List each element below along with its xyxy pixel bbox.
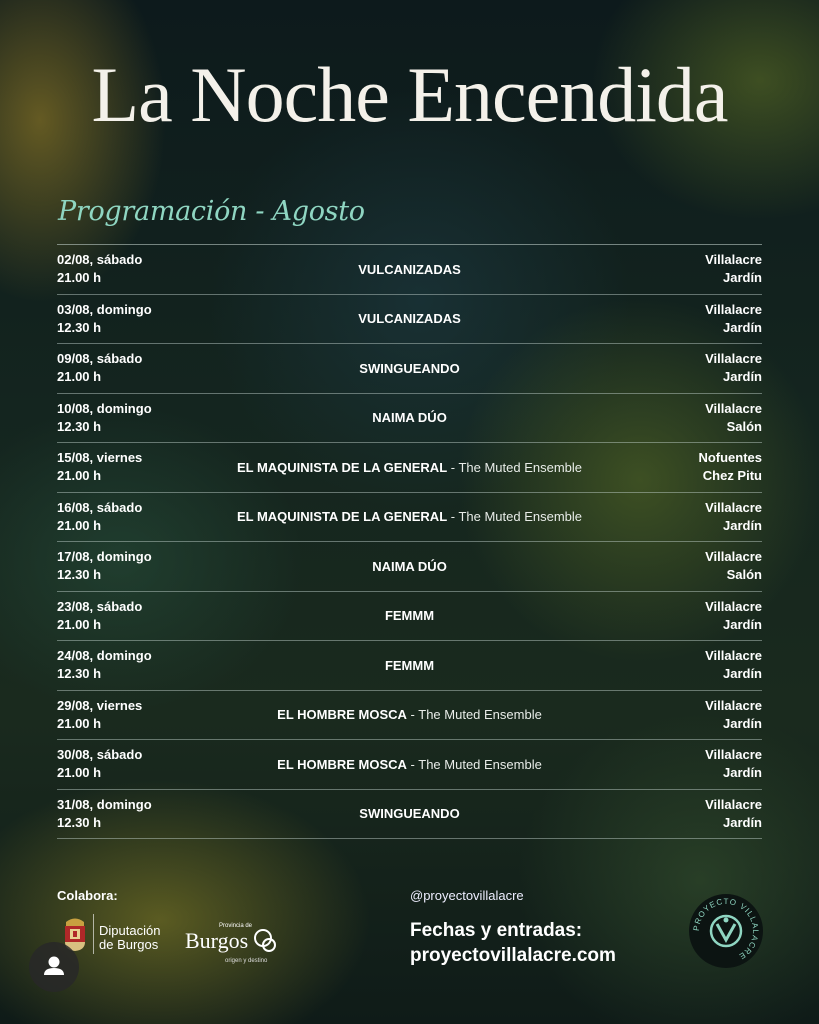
event-place: Villalacre Jardín — [705, 252, 762, 286]
event-date: 02/08, sábado 21.00 h — [57, 252, 143, 286]
event-date: 15/08, viernes 21.00 h — [57, 450, 143, 484]
event-row — [57, 691, 762, 741]
event-date: 23/08, sábado 21.00 h — [57, 598, 143, 632]
user-avatar[interactable] — [29, 942, 79, 992]
diputacion-logo: Diputación de Burgos — [99, 923, 161, 952]
event-row — [57, 542, 762, 592]
event-show: EL MAQUINISTA DE LA GENERAL - The Muted Ensemble — [236, 509, 583, 525]
event-show: FEMMM — [384, 657, 435, 673]
event-row — [57, 245, 762, 295]
event-place: Villalacre Jardín — [705, 796, 762, 830]
website-link[interactable]: proyectovillalacre.com — [410, 945, 616, 966]
event-show: EL HOMBRE MOSCA - The Muted Ensemble — [277, 756, 542, 772]
social-handle: @proyectovillalacre — [410, 888, 524, 903]
event-row — [57, 443, 762, 493]
event-row — [57, 295, 762, 345]
event-place: Villalacre Salón — [705, 400, 762, 434]
event-show: SWINGUEANDO — [359, 806, 460, 822]
event-place: Villalacre Jardín — [705, 747, 762, 781]
program-subtitle: Programación - Agosto — [58, 196, 365, 227]
event-place: Villalacre Jardín — [705, 648, 762, 682]
svg-text:Burgos: Burgos — [185, 928, 249, 953]
event-date: 03/08, domingo 12.30 h — [57, 301, 152, 335]
tickets-info: Fechas y entradas: proyectovillalacre.com — [410, 920, 616, 966]
schedule-table — [57, 244, 762, 839]
event-place: Villalacre Jardín — [705, 598, 762, 632]
user-avatar-icon — [29, 942, 79, 992]
event-show: EL MAQUINISTA DE LA GENERAL - The Muted Ensemble — [236, 459, 583, 475]
event-show: NAIMA DÚO — [372, 558, 447, 574]
event-place: Nofuentes Chez Pitu — [698, 450, 762, 484]
burgos-logo — [183, 918, 279, 968]
svg-text:origen y destino: origen y destino — [225, 958, 268, 964]
event-show: EL HOMBRE MOSCA - The Muted Ensemble — [277, 707, 542, 723]
svg-text:Provincia de: Provincia de — [219, 923, 253, 929]
event-place: Villalacre Jardín — [705, 499, 762, 533]
event-date: 29/08, viernes 21.00 h — [57, 697, 143, 731]
event-show: FEMMM — [384, 608, 435, 624]
poster-title: La Noche Encendida — [91, 51, 728, 138]
event-place: Villalacre Jardín — [705, 697, 762, 731]
event-date: 31/08, domingo 12.30 h — [57, 796, 152, 830]
event-row — [57, 394, 762, 444]
event-date: 10/08, domingo 12.30 h — [57, 400, 152, 434]
divider — [93, 914, 94, 954]
colabora-label: Colabora: — [57, 888, 118, 903]
event-show: NAIMA DÚO — [372, 410, 447, 426]
event-date: 24/08, domingo 12.30 h — [57, 648, 152, 682]
event-place: Villalacre Jardín — [705, 301, 762, 335]
event-row — [57, 740, 762, 790]
event-date: 30/08, sábado 21.00 h — [57, 747, 143, 781]
event-show: VULCANIZADAS — [358, 261, 461, 277]
event-row — [57, 592, 762, 642]
event-show: SWINGUEANDO — [359, 360, 460, 376]
event-row — [57, 493, 762, 543]
event-show: VULCANIZADAS — [358, 311, 461, 327]
event-row — [57, 790, 762, 840]
event-place: Villalacre Salón — [705, 549, 762, 583]
event-row — [57, 344, 762, 394]
event-place: Villalacre Jardín — [705, 351, 762, 385]
event-date: 17/08, domingo 12.30 h — [57, 549, 152, 583]
villalacre-logo — [688, 893, 764, 969]
event-date: 16/08, sábado 21.00 h — [57, 499, 143, 533]
event-date: 09/08, sábado 21.00 h — [57, 351, 143, 385]
event-row — [57, 641, 762, 691]
svg-text:PROYECTO VILLALACRE: PROYECTO VILLALACRE — [691, 896, 761, 962]
